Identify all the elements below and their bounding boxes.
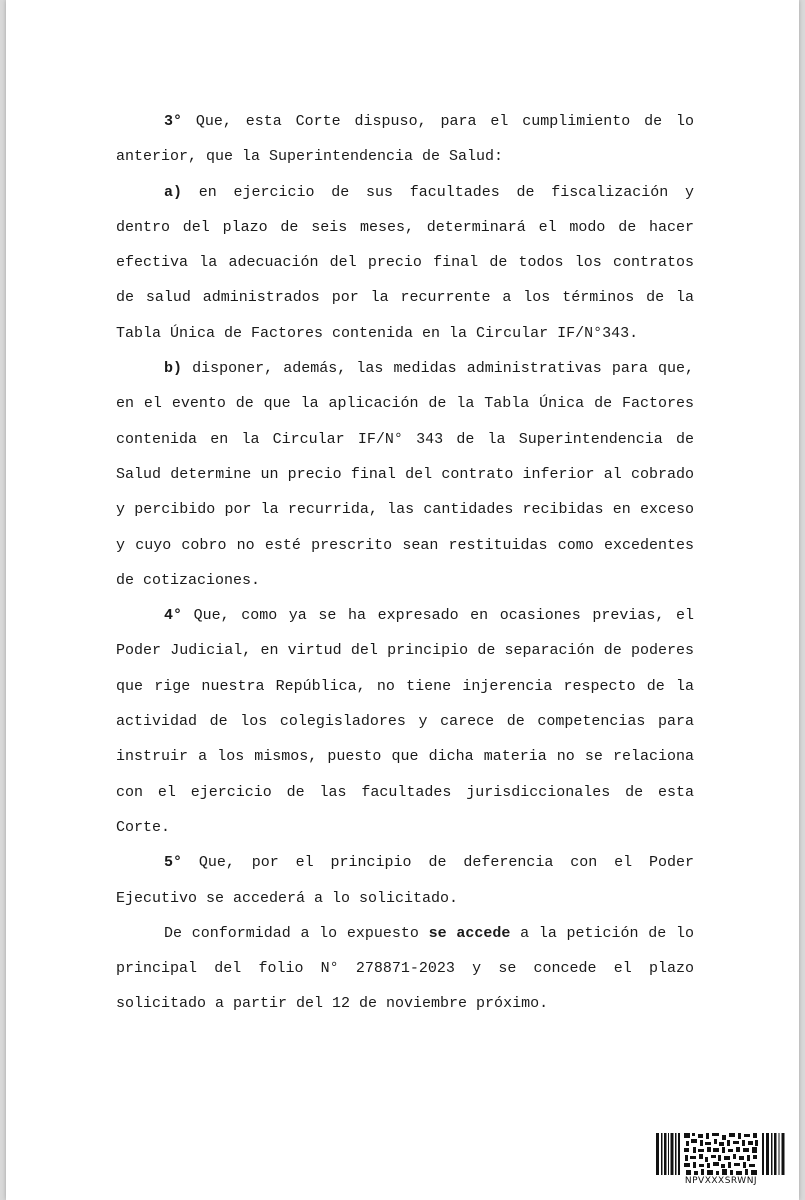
document-body — [116, 104, 694, 1022]
paragraph-text: Que, por el principio de deferencia con el Poder Ejecutivo se accederá a lo solicitado. — [116, 854, 694, 907]
paragraph-marker: 3° — [164, 113, 183, 130]
paragraph-marker: 4° — [164, 607, 183, 625]
resolution-text-after: a la petición de lo principal del folio N° 278871-2023 y se concede el plazo solicitado a partir del 12 de noviembre próximo. — [116, 924, 694, 1013]
paragraph-text: Que, esta Corte dispuso, para el cumplimiento de lo anterior, que la Superintendencia de Salud: — [116, 113, 694, 166]
paragraph-a — [116, 175, 694, 351]
verification-barcode — [656, 1133, 786, 1175]
paragraph-4 — [116, 598, 694, 845]
paragraph-marker: 5° — [164, 854, 183, 872]
resolution-bold-text: se accede — [428, 924, 511, 942]
paragraph-b — [116, 351, 694, 598]
paragraph-text: en ejercicio de sus facultades de fiscalización y dentro del plazo de seis meses, determinará el modo de hacer efectiva la adecuación del precio final de todos los contratos de salud administrados por la recurrente a los términos de la Tabla Única de Factores contenida en la Circular IF/N°343. — [116, 183, 694, 342]
paragraph-text: Que, como ya se ha expresado en ocasiones previas, el Poder Judicial, en virtud del principio de separación de poderes que rige nuestra República, no tiene injerencia respecto de la actividad de los colegisladores y carece de competencias para instruir a los mismos, puesto que dicha materia no se relaciona con el ejercicio de las facultades jurisdiccionales de esta Corte. — [116, 607, 694, 836]
paragraph-marker: a) — [164, 183, 183, 201]
paragraph-text: disponer, además, las medidas administrativas para que, en el evento de que la aplicación de la Tabla Única de Factores contenida en la Circular IF/N° 343 de la Superintendencia de Salud determine un precio final del contrato inferior al cobrado y percibido por la recurrida, las cantidades recibidas en exceso y cuyo cobro no esté prescrito sean restituidas como excedentes de cotizaciones. — [116, 360, 694, 589]
paragraph-resolution — [116, 916, 694, 1022]
barcode-label: NPVXXXSRWNJ — [684, 1176, 758, 1186]
resolution-text-before: De conformidad a lo expuesto — [164, 924, 429, 942]
paragraph-marker: b) — [164, 360, 183, 378]
paragraph-5 — [116, 845, 694, 916]
paragraph-3 — [116, 104, 694, 175]
document-page — [6, 0, 799, 1200]
